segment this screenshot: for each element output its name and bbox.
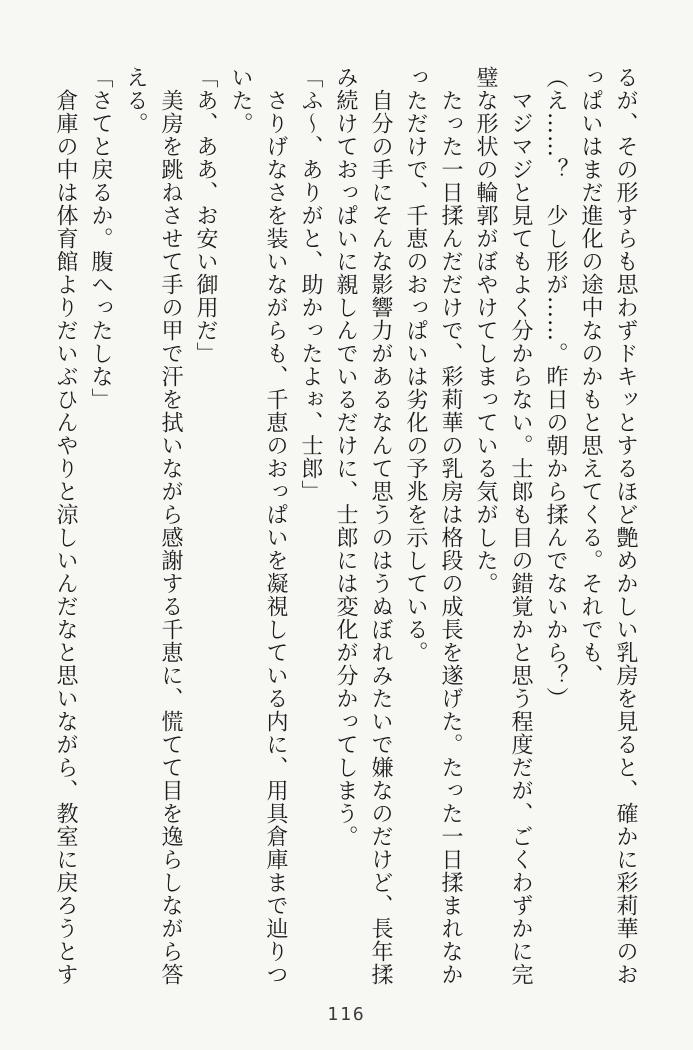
- vertical-text-block: [48, 66, 643, 992]
- text-line: える。: [123, 66, 148, 135]
- text-line: 倉庫の中は体育館よりだいぶひんやりと涼しいんだなと思いながら、教室に戻ろうとす: [53, 66, 78, 986]
- text-line: み続けておっぱいに親しんでいるだけに、士郎には変化が分かってしまう。: [333, 66, 358, 848]
- text-line: っぱいはまだ進化の途中なのかもと思えてくる。それでも、: [578, 66, 603, 687]
- page-number: 116: [327, 1004, 366, 1025]
- text-line: 自分の手にそんな影響力があるなんて思うのはうぬぼれみたいで嫌なのだけど、長年揉: [368, 66, 393, 986]
- text-line: 美房を跳ねさせて手の甲で汗を拭いながら感謝する千恵に、慌てて目を逸らしながら答: [158, 66, 183, 986]
- text-line: たった一日揉んだだけで、彩莉華の乳房は格段の成長を遂げた。たった一日揉まれなか: [438, 66, 463, 986]
- text-line: るが、その形すらも思わずドキッとするほど艶めかしい乳房を見ると、確かに彩莉華のお: [613, 66, 638, 986]
- text-line: 「さてと戻るか。腹へったしな」: [88, 66, 113, 411]
- text-line: 「ふ〜、ありがと、助かったよぉ、士郎」: [298, 66, 323, 503]
- text-line: 璧な形状の輪郭がぼやけてしまっている気がした。: [473, 66, 498, 595]
- text-line: マジマジと見てもよく分からない。士郎も目の錯覚かと思う程度だが、ごくわずかに完: [508, 66, 533, 986]
- text-line: いた。: [228, 66, 253, 135]
- text-line: （え……？ 少し形が……。昨日の朝から揉んでないから？）: [543, 66, 568, 710]
- text-line: っただけで、千恵のおっぱいは劣化の予兆を示している。: [403, 66, 428, 664]
- text-line: 「あ、ああ、お安い御用だ」: [193, 66, 218, 365]
- text-line: さりげなさを装いながらも、千恵のおっぱいを凝視している内に、用具倉庫まで辿りつ: [263, 66, 288, 986]
